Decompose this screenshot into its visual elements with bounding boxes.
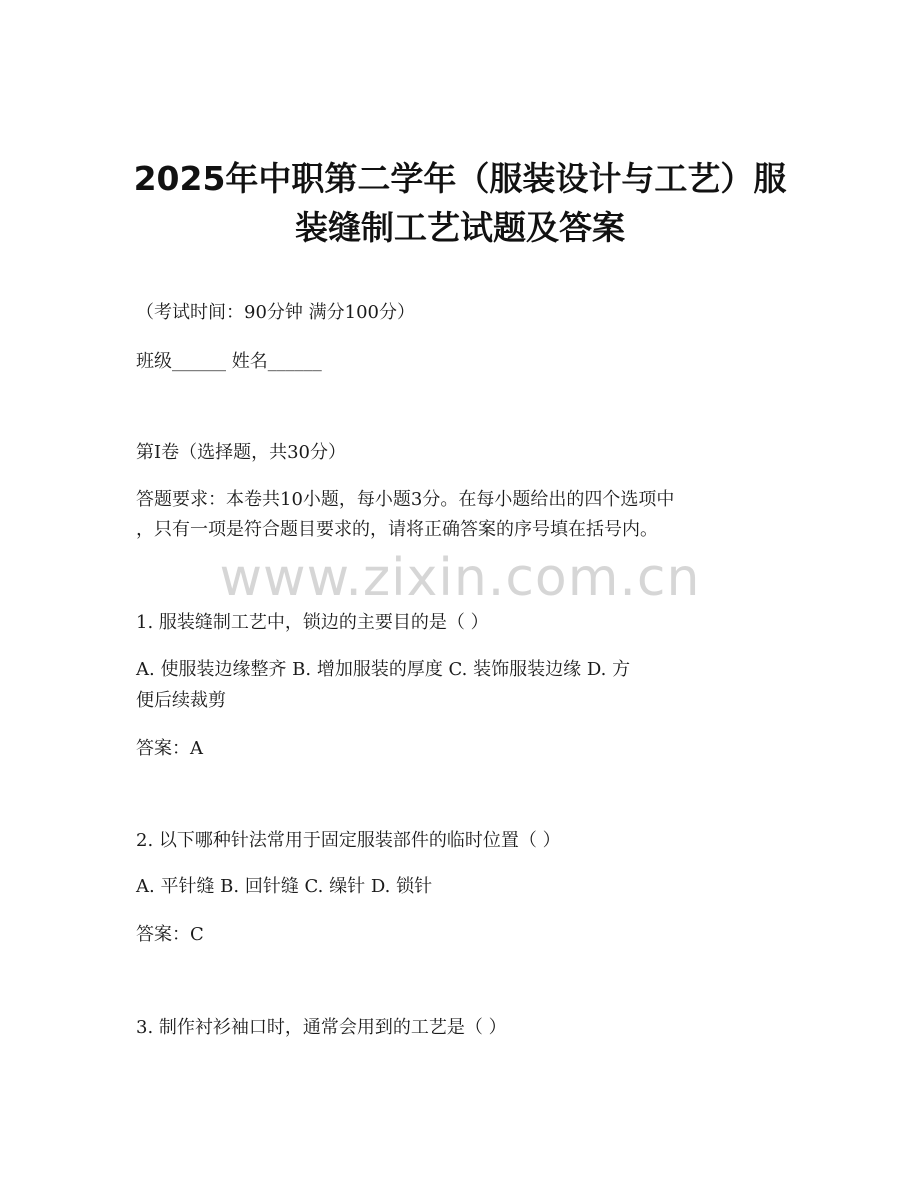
student-fields: 班级______ 姓名______ bbox=[136, 351, 322, 372]
watermark: www.zixin.com.cn bbox=[219, 548, 701, 608]
instructions-line-2: ，只有一项是符合题目要求的，请将正确答案的序号填在括号内。 bbox=[136, 519, 658, 540]
question-2-answer: 答案：C bbox=[136, 924, 204, 945]
question-2-options: A. 平针缝 B. 回针缝 C. 缲针 D. 锁针 bbox=[136, 876, 433, 897]
document-title-line-1: 2025年中职第二学年（服装设计与工艺）服 bbox=[133, 159, 787, 198]
question-2-stem: 2. 以下哪种针法常用于固定服装部件的临时位置（ ） bbox=[136, 830, 561, 851]
exam-info: （考试时间：90分钟 满分100分） bbox=[136, 302, 415, 323]
question-1-answer: 答案：A bbox=[136, 738, 203, 759]
instructions-line-1: 答题要求：本卷共10小题，每小题3分。在每小题给出的四个选项中 bbox=[136, 489, 675, 510]
question-1-options-line-1: A. 使服装边缘整齐 B. 增加服装的厚度 C. 装饰服装边缘 D. 方 bbox=[136, 659, 631, 680]
question-1-stem: 1. 服装缝制工艺中，锁边的主要目的是（ ） bbox=[136, 612, 489, 633]
document-title-line-2: 装缝制工艺试题及答案 bbox=[295, 208, 625, 247]
question-3-stem: 3. 制作衬衫袖口时，通常会用到的工艺是（ ） bbox=[136, 1017, 507, 1038]
question-1-options-line-2: 便后续裁剪 bbox=[136, 690, 226, 711]
section-heading: 第I卷（选择题，共30分） bbox=[136, 442, 347, 463]
